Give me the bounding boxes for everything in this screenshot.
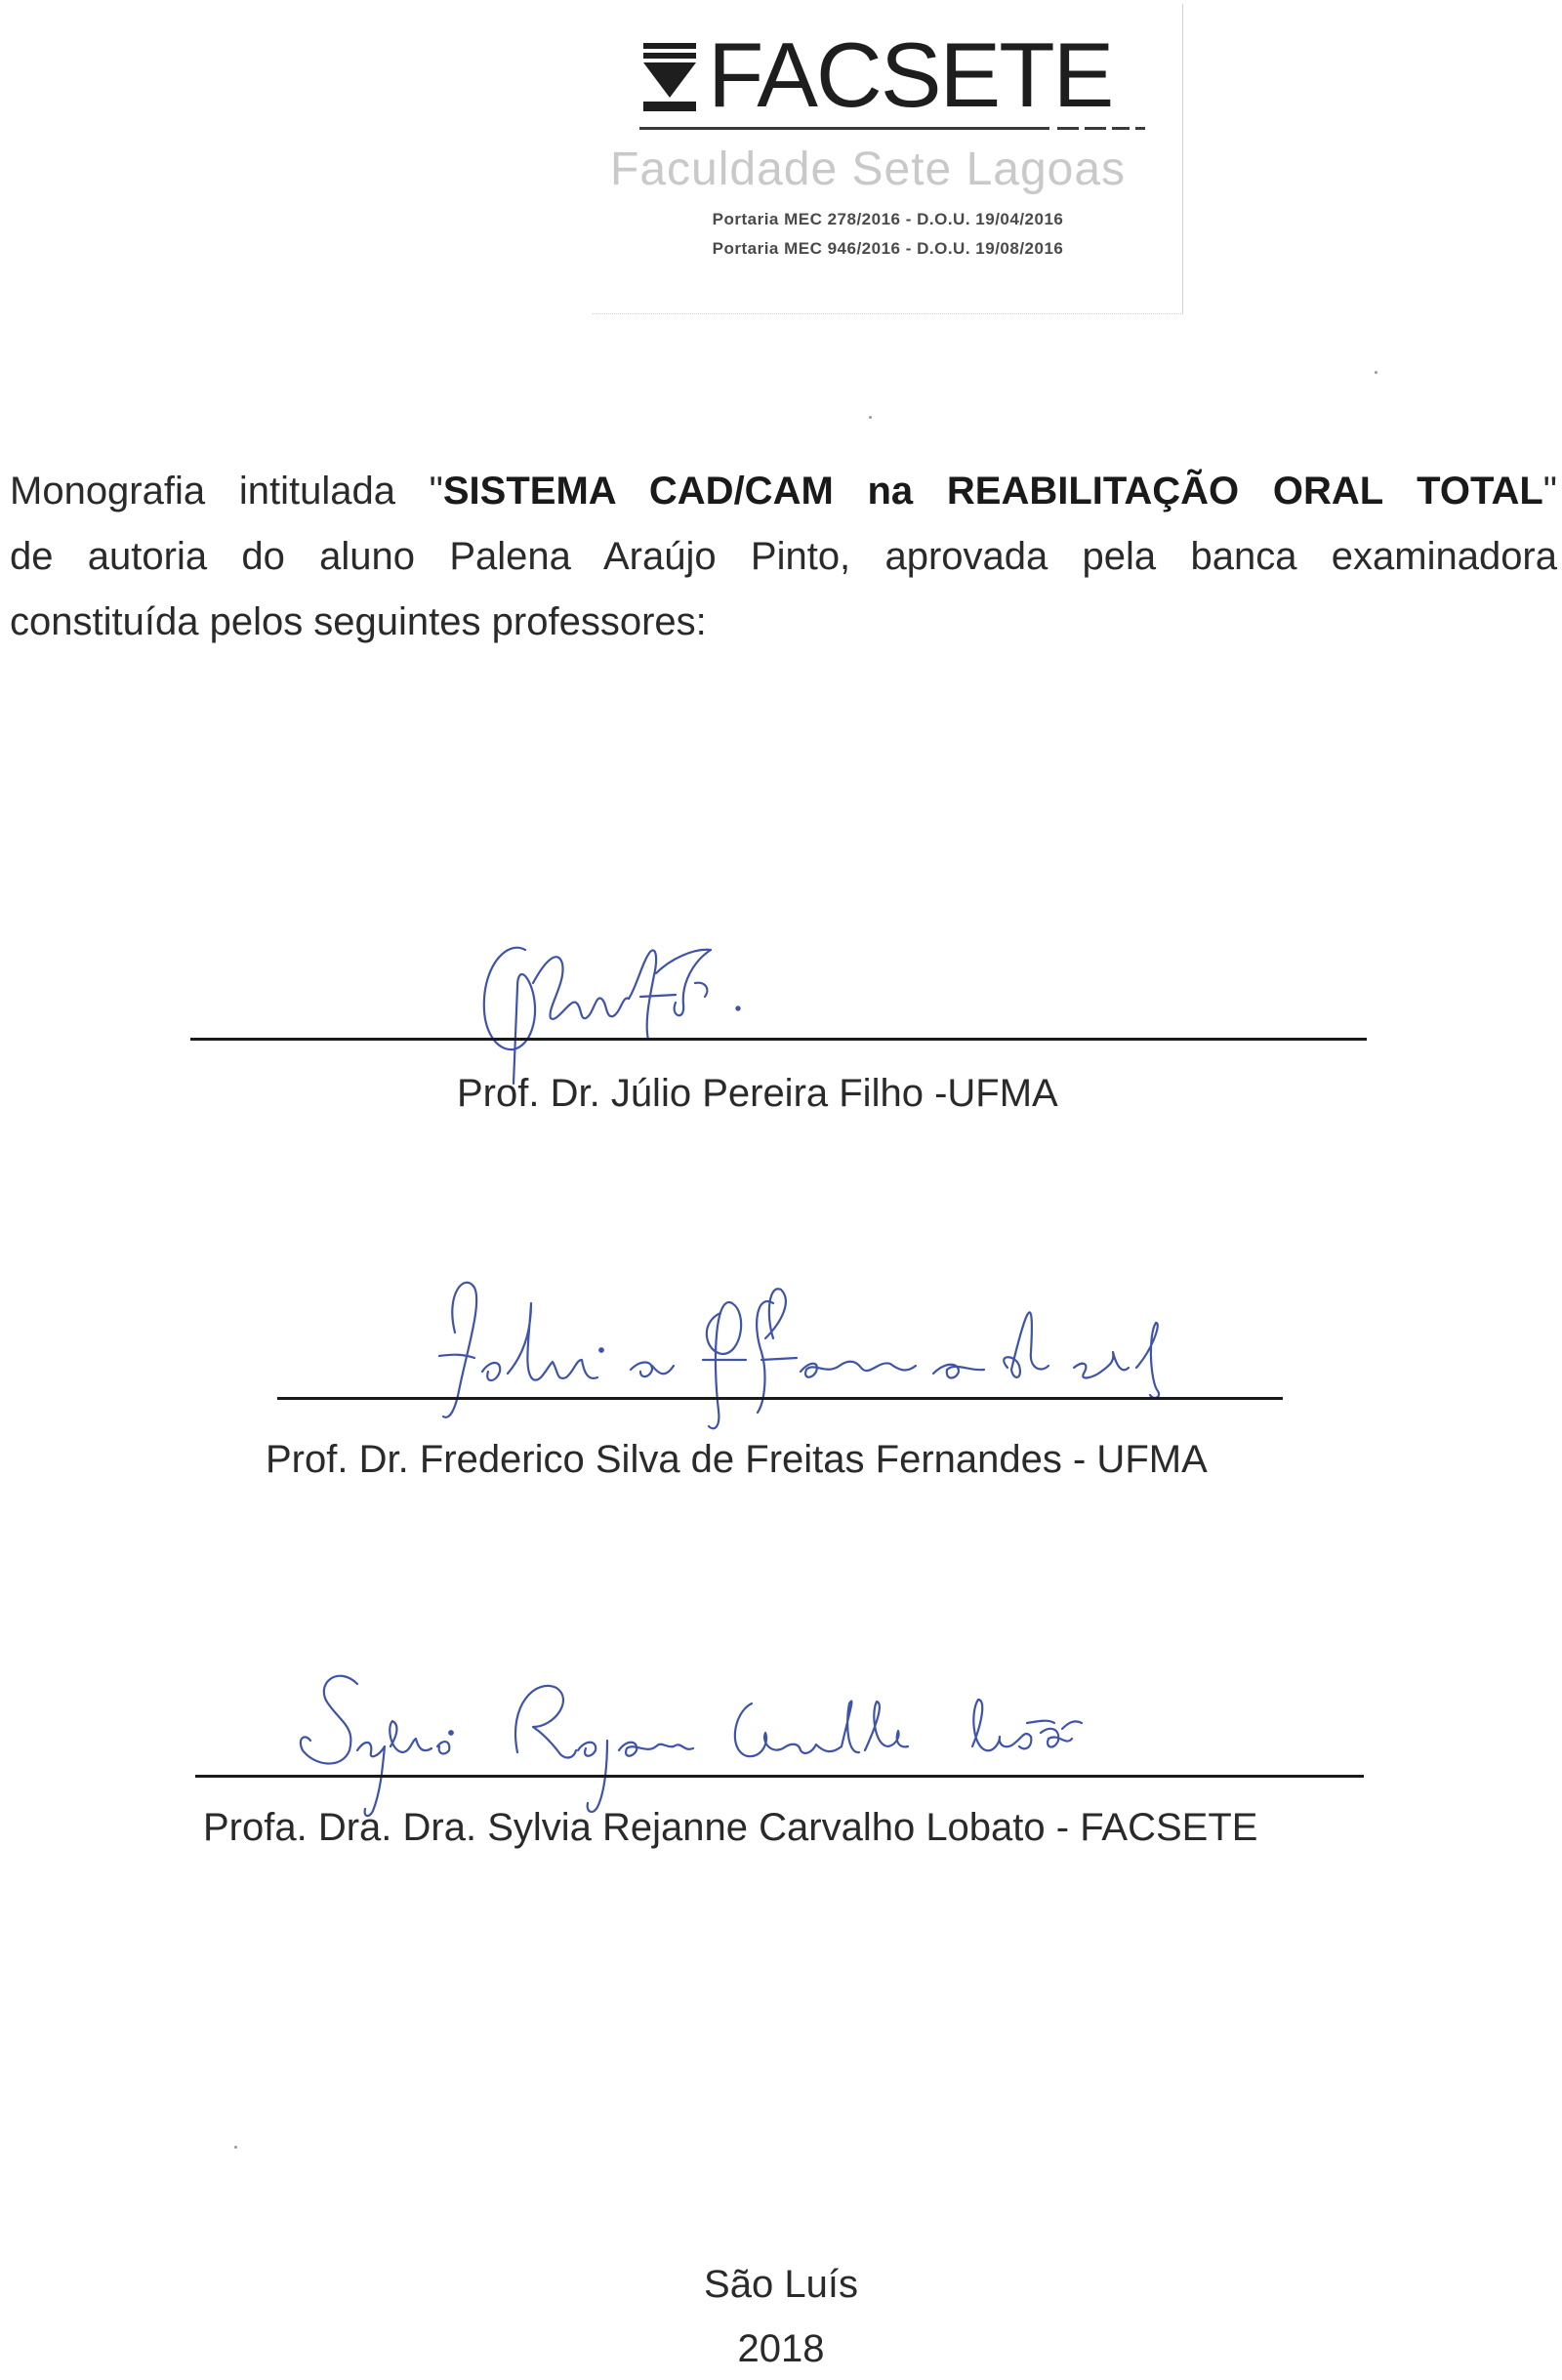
examiner-1-name: Prof. Dr. Júlio Pereira Filho -UFMA [457, 1072, 1058, 1115]
examiner-3-name: Profa. Dra. Dra. Sylvia Rejanne Carvalho Lobato - FACSETE [203, 1806, 1258, 1849]
statement-line-1 [10, 459, 1557, 524]
signature-line-1 [190, 1038, 1367, 1041]
statement-line-3: constituída pelos seguintes professores: [10, 600, 707, 643]
approval-statement [10, 459, 1557, 655]
signature-examiner-3 [244, 1645, 1142, 1830]
statement-quote-close: " [1542, 470, 1557, 513]
scan-speck [1375, 371, 1377, 374]
logo-wordmark: FACSETE [708, 23, 1113, 126]
city: São Luís [704, 2263, 858, 2306]
statement-line-2: de autoria do aluno Palena Araújo Pinto, aprovada pela banca examinadora [10, 535, 1557, 578]
examiner-2-name: Prof. Dr. Frederico Silva de Freitas Fernandes - UFMA [266, 1438, 1208, 1481]
institution-logo-stamp [593, 4, 1183, 314]
signature-examiner-2 [410, 1245, 1298, 1440]
logo-subtitle: Faculdade Sete Lagoas [610, 144, 1127, 195]
monograph-title: SISTEMA CAD/CAM na REABILITAÇÃO ORAL TOTAL [442, 470, 1543, 513]
signature-line-3 [195, 1775, 1364, 1778]
statement-prefix: Monografia intitulada " [10, 470, 443, 513]
logo-ordinance-1: Portaria MEC 278/2016 - D.O.U. 19/04/2016 [712, 210, 1064, 228]
scan-speck [869, 416, 872, 419]
signature-line-2 [277, 1397, 1283, 1400]
logo-ordinance-2: Portaria MEC 946/2016 - D.O.U. 19/08/2016 [712, 239, 1064, 258]
year: 2018 [737, 2327, 825, 2370]
scan-speck [234, 2146, 237, 2149]
